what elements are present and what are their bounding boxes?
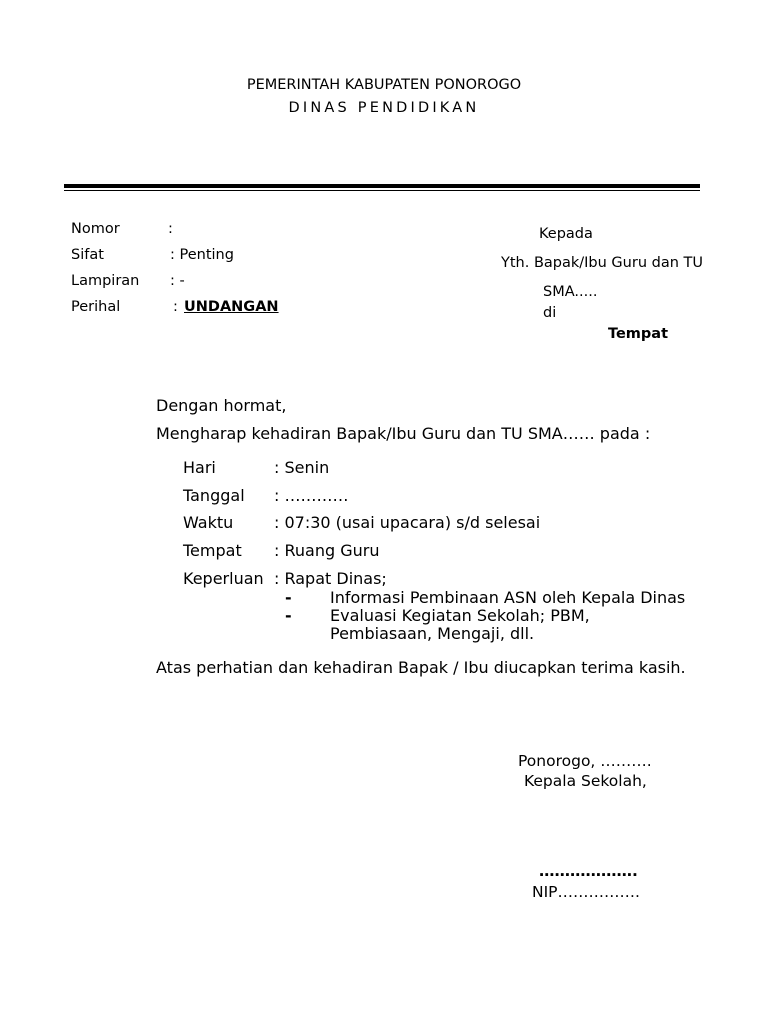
header-divider-thick (64, 184, 700, 188)
signer-name: ………………. (539, 862, 638, 880)
detail-value: : ………… (274, 486, 349, 505)
sifat-label: Sifat (71, 247, 104, 263)
nomor-label: Nomor (71, 221, 120, 237)
detail-value: : Ruang Guru (274, 541, 380, 560)
agency-title: PEMERINTAH KABUPATEN PONOROGO (246, 77, 522, 93)
place-date: Ponorogo, ………. (518, 752, 652, 770)
detail-label: Hari (183, 458, 216, 477)
nomor-value: : (168, 221, 173, 237)
detail-label: Tanggal (183, 486, 245, 505)
agenda-text: Evaluasi Kegiatan Sekolah; PBM, (330, 606, 590, 625)
bullet-dash: - (285, 606, 292, 625)
detail-label: Tempat (183, 541, 242, 560)
addressee-name: Yth. Bapak/Ibu Guru dan TU (501, 255, 703, 271)
lampiran-value: : - (170, 273, 185, 289)
detail-value: : Senin (274, 458, 330, 477)
detail-label: Waktu (183, 513, 234, 532)
signer-nip: NIP……………. (532, 883, 640, 901)
perihal-label: Perihal (71, 299, 121, 315)
closing-paragraph: Atas perhatian dan kehadiran Bapak / Ibu diucapkan terima kasih. (156, 658, 686, 677)
signer-title: Kepala Sekolah, (524, 772, 647, 790)
agenda-continuation: Pembiasaan, Mengaji, dll. (330, 624, 535, 643)
agenda-text: Informasi Pembinaan ASN oleh Kepala Dinas (330, 588, 686, 607)
addressee-school: SMA..... (543, 284, 598, 300)
detail-label: Keperluan (183, 569, 264, 588)
kepada-label: Kepada (539, 226, 593, 242)
perihal-colon: : (173, 299, 178, 315)
tempat-label: Tempat (608, 326, 669, 342)
di-label: di (543, 305, 557, 321)
perihal-value: UNDANGAN (184, 299, 279, 315)
intro-text: Mengharap kehadiran Bapak/Ibu Guru dan TU SMA…… pada : (156, 424, 651, 443)
detail-value: : Rapat Dinas; (274, 569, 387, 588)
detail-value: : 07:30 (usai upacara) s/d selesai (274, 513, 541, 532)
department-title: DINAS PENDIDIKAN (288, 100, 480, 116)
greeting: Dengan hormat, (156, 396, 287, 415)
lampiran-label: Lampiran (71, 273, 140, 289)
sifat-value: : Penting (170, 247, 234, 263)
header-divider-thin (64, 190, 700, 191)
bullet-dash: - (285, 588, 292, 607)
